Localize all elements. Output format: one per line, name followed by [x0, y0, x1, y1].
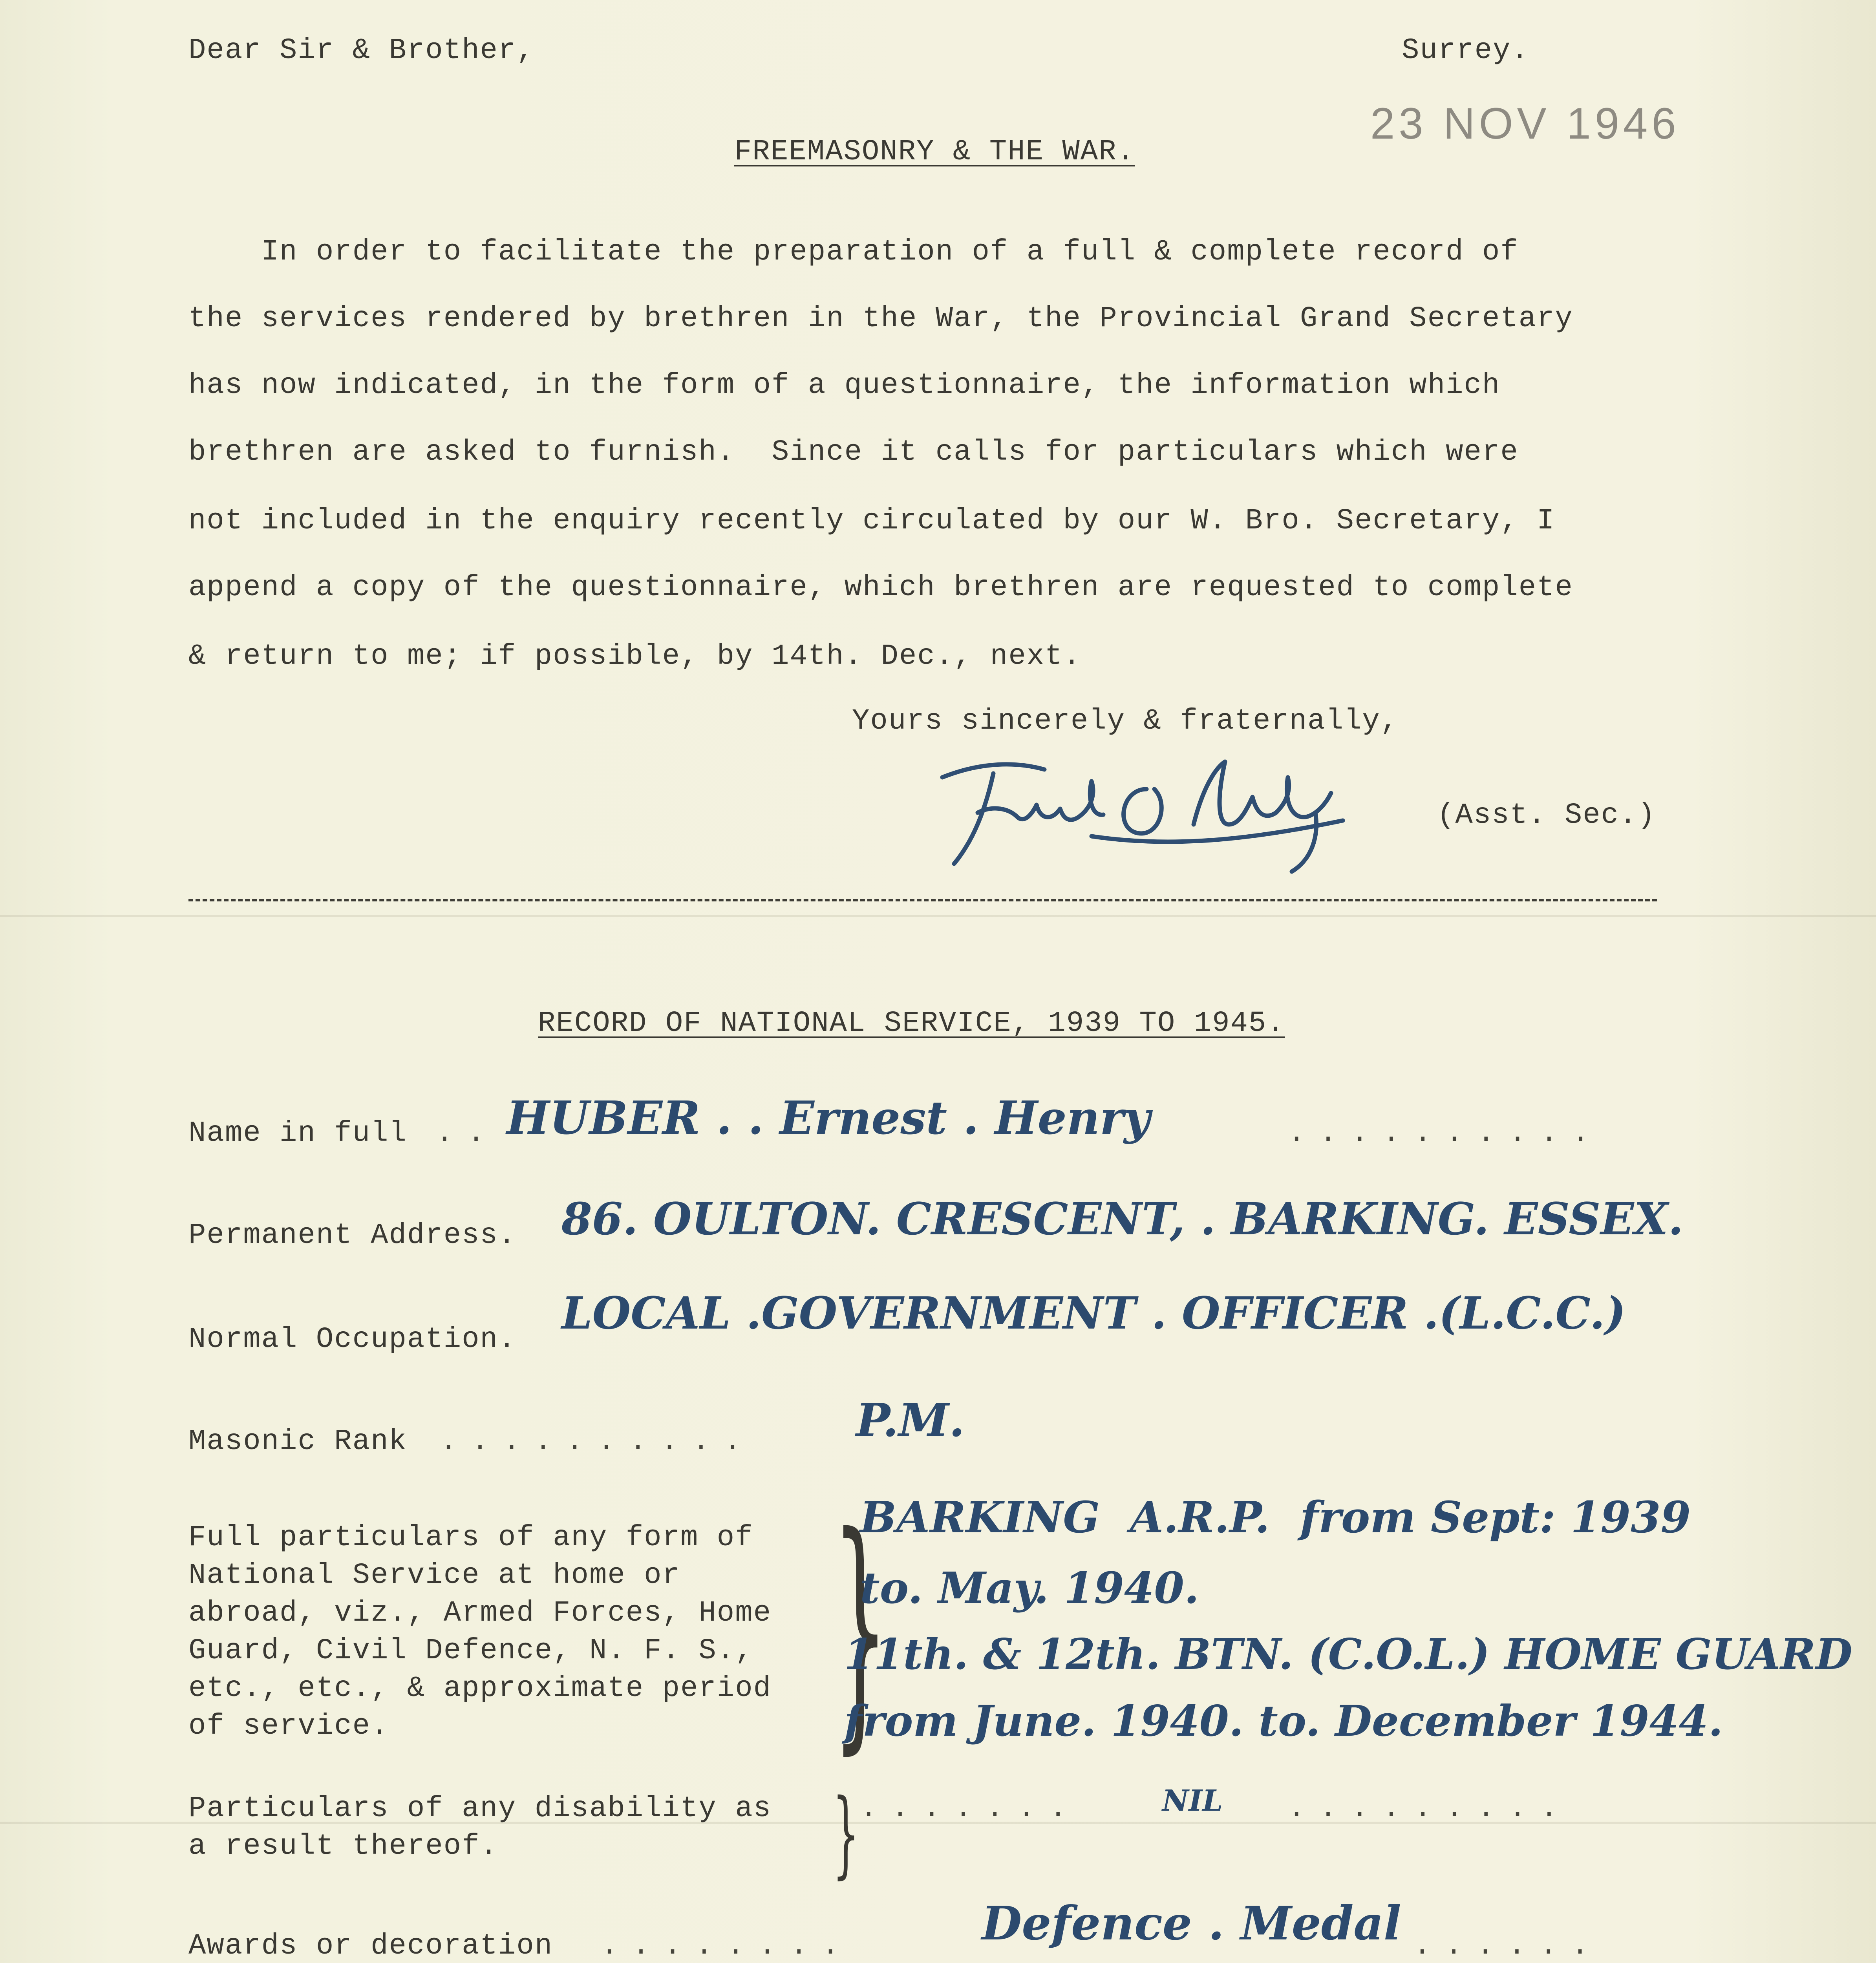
salutation: Dear Sir & Brother, [188, 34, 535, 67]
address-label: Permanent Address. [188, 1219, 517, 1252]
disability-label-line: Particulars of any disability as [188, 1792, 772, 1825]
leader-dots: .. [436, 1117, 499, 1150]
leader-dots: ......... [1288, 1792, 1572, 1825]
leader-dots: ....... [860, 1792, 1081, 1825]
occupation-label: Normal Occupation. [188, 1323, 517, 1356]
leader-dots: .......... [1288, 1117, 1604, 1150]
disability-label [188, 1794, 772, 1861]
disability-value: NIL [1162, 1784, 1223, 1818]
location: Surrey. [1402, 34, 1529, 67]
service-value-line: to. May. 1940. [860, 1563, 1199, 1613]
body-line: not included in the enquiry recently circulated by our W. Bro. Secretary, I [188, 504, 1555, 537]
leader-dots: ...... [1413, 1930, 1603, 1963]
disability-label-line: a result thereof. [188, 1830, 498, 1863]
service-label-line: Full particulars of any form of [188, 1521, 753, 1554]
letter-title: FREEMASONRY & THE WAR. [734, 135, 1135, 168]
service-label-line: etc., etc., & approximate period [188, 1672, 772, 1705]
body-line: append a copy of the questionnaire, which brethren are requested to complete [188, 571, 1573, 604]
paper-fold [0, 915, 1876, 917]
leader-dots: .......... [440, 1425, 756, 1458]
rank-value: P.M. [856, 1394, 965, 1447]
brace: } [832, 1778, 859, 1888]
service-label-line: National Service at home or [188, 1559, 680, 1592]
occupation-value: LOCAL .GOVERNMENT . OFFICER .(L.C.C.) [561, 1288, 1626, 1339]
record-title: RECORD OF NATIONAL SERVICE, 1939 TO 1945. [538, 1007, 1285, 1040]
leader-dots: ........ [601, 1930, 854, 1963]
body-line: In order to facilitate the preparation of a full & complete record of [188, 236, 1519, 269]
dashed-divider [188, 899, 1657, 901]
service-label-line: Guard, Civil Defence, N. F. S., [188, 1634, 753, 1667]
service-value-line: from June. 1940. to. December 1944. [844, 1696, 1723, 1746]
service-value-line: BARKING A.R.P. from Sept: 1939 [860, 1492, 1691, 1543]
name-label: Name in full [188, 1117, 407, 1150]
address-value: 86. OULTON. CRESCENT, . BARKING. ESSEX. [561, 1194, 1684, 1245]
date-stamp: 23 NOV 1946 [1370, 99, 1680, 148]
body-line: & return to me; if possible, by 14th. Dec., next. [188, 640, 1081, 673]
name-value: HUBER . . Ernest . Henry [506, 1091, 1150, 1145]
body-line: brethren are asked to furnish. Since it calls for particulars which were [188, 436, 1519, 469]
closing: Yours sincerely & fraternally, [852, 705, 1399, 738]
rank-label: Masonic Rank [188, 1425, 407, 1458]
signer-role: (Asst. Sec.) [1437, 799, 1656, 832]
secretary-signature [927, 746, 1382, 887]
service-label [188, 1523, 772, 1741]
body-line: the services rendered by brethren in the War, the Provincial Grand Secretary [188, 302, 1573, 335]
body-line: has now indicated, in the form of a questionnaire, the information which [188, 369, 1501, 402]
service-label-line: of service. [188, 1710, 389, 1743]
awards-value: Defence . Medal [982, 1896, 1401, 1950]
brace: } [832, 1483, 889, 1775]
service-label-line: abroad, viz., Armed Forces, Home [188, 1597, 772, 1630]
service-value-line: 11th. & 12th. BTN. (C.O.L.) HOME GUARD [844, 1630, 1852, 1679]
awards-label: Awards or decoration [188, 1930, 553, 1963]
